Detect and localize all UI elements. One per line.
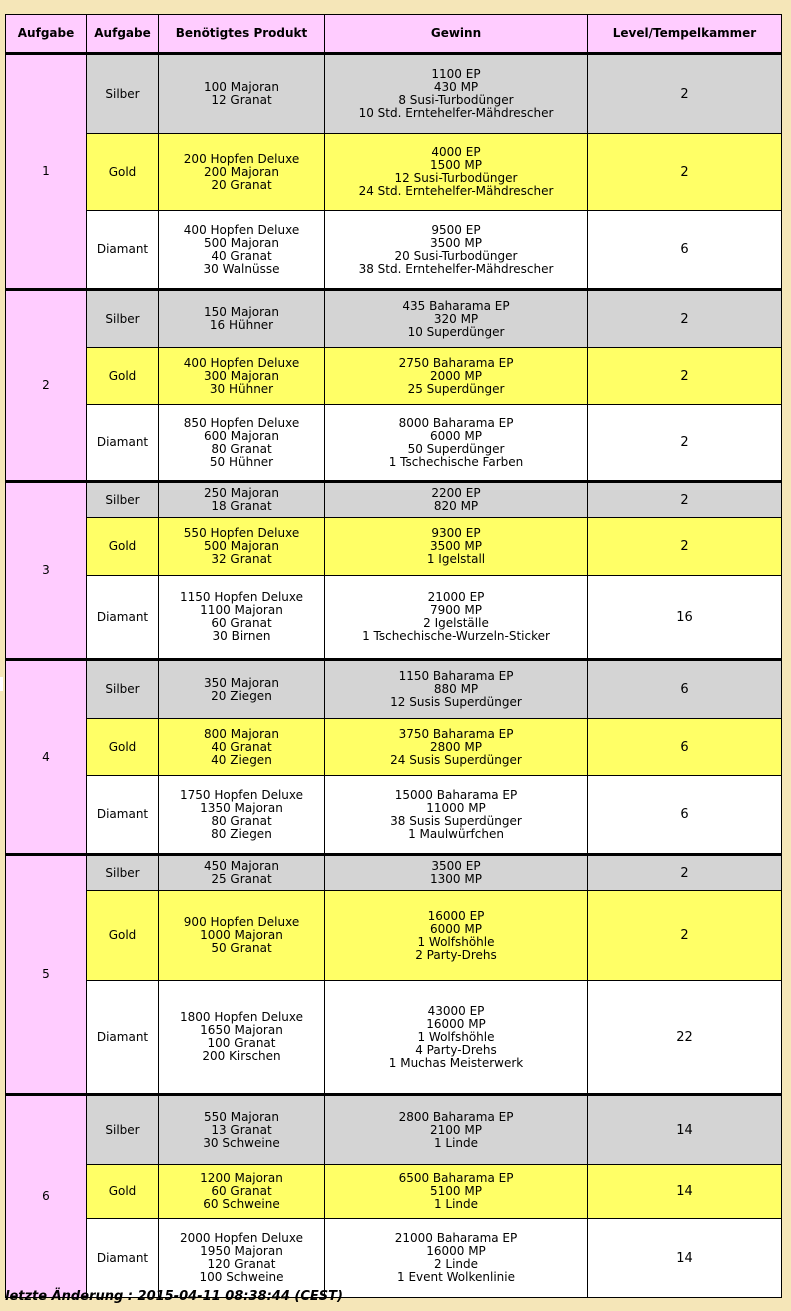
product-line: 12 Granat [211,93,272,107]
product-line: 1650 Majoran [200,1023,283,1037]
header-reward: Gewinn [325,15,588,54]
level-value: 2 [588,855,782,891]
reward-line: 1 Wolfshöhle [417,1029,495,1044]
table-row [6,134,782,211]
reward-cell [325,891,588,981]
table-body [6,54,782,1298]
tier-label: Silber [87,660,159,719]
task-number: 1 [6,54,87,290]
header-aufgabe-tier: Aufgabe [87,15,159,54]
required-product-cell [159,348,325,405]
tier-label: Silber [87,1095,159,1165]
reward-line: 4000 EP [431,145,481,159]
table-row [6,660,782,719]
product-line: 2000 Hopfen Deluxe [179,1231,304,1245]
reward-line: 430 MP [433,80,479,94]
product-line: 200 Kirschen [202,1049,281,1063]
reward-line: 1300 MP [430,872,482,886]
task-number: 4 [6,660,87,855]
product-line: 1350 Majoran [200,800,283,815]
product-line: 60 Granat [211,616,272,630]
product-line: 1200 Majoran [200,1171,283,1185]
level-value: 2 [588,134,782,211]
required-product-cell [159,1095,325,1165]
product-line: 250 Majoran [204,486,279,500]
reward-line: 880 MP [433,682,479,696]
product-line: 40 Ziegen [211,752,272,767]
product-line: 400 Hopfen Deluxe [183,355,300,370]
product-line: 200 Hopfen Deluxe [183,151,300,166]
reward-line: 9500 EP [431,222,481,237]
reward-line: 16000 MP [426,1244,486,1258]
product-line: 80 Ziegen [211,826,272,841]
level-value: 6 [588,776,782,855]
product-line: 60 Granat [211,1184,272,1198]
reward-cell [325,1095,588,1165]
reward-line: 2000 MP [430,368,482,383]
product-line: 1800 Hopfen Deluxe [179,1010,304,1024]
reward-line: 20 Susi-Turbodünger [394,248,518,263]
level-value: 14 [588,1095,782,1165]
table-row [6,776,782,855]
reward-cell [325,348,588,405]
reward-line: 435 Baharama EP [402,298,510,313]
header-row [6,15,782,54]
reward-line: 24 Susis Superdünger [390,752,522,767]
reward-cell [325,518,588,576]
required-product-cell [159,518,325,576]
header-required-product: Benötigtes Produkt [159,15,325,54]
tier-label: Gold [87,891,159,981]
reward-cell [325,1219,588,1298]
product-line: 100 Schweine [199,1270,284,1284]
tier-label: Gold [87,134,159,211]
reward-line: 10 Std. Erntehelfer-Mähdrescher [358,106,554,120]
product-line: 60 Schweine [203,1197,280,1211]
product-line: 100 Granat [207,1036,276,1050]
reward-line: 12 Susis Superdünger [390,695,522,709]
reward-table [5,14,782,1298]
product-line: 32 Granat [211,552,272,566]
required-product-cell [159,482,325,518]
tier-label: Silber [87,855,159,891]
product-line: 550 Majoran [204,1109,279,1124]
required-product-cell [159,855,325,891]
reward-line: 9300 EP [431,526,481,540]
product-line: 40 Granat [211,248,272,263]
product-line: 450 Majoran [204,859,279,873]
reward-cell [325,576,588,660]
reward-line: 1150 Baharama EP [398,669,514,683]
tier-label: Gold [87,348,159,405]
reward-line: 1 Wolfshöhle [417,934,495,949]
level-value: 6 [588,211,782,290]
product-line: 300 Majoran [204,368,279,383]
product-line: 600 Majoran [204,428,279,443]
table-row [6,1095,782,1165]
task-number: 5 [6,855,87,1095]
reward-line: 5100 MP [430,1184,482,1198]
reward-line: 2750 Baharama EP [398,355,514,370]
reward-line: 1 Linde [433,1135,479,1150]
reward-line: 7900 MP [430,603,482,617]
reward-line: 320 MP [433,311,479,326]
required-product-cell [159,54,325,134]
level-value: 22 [588,981,782,1095]
product-line: 30 Walnüsse [203,261,280,276]
tier-label: Diamant [87,776,159,855]
product-line: 100 Majoran [204,80,279,94]
reward-line: 6000 MP [430,921,482,936]
reward-line: 12 Susi-Turbodünger [394,171,518,185]
reward-line: 38 Std. Erntehelfer-Mähdrescher [358,261,554,276]
reward-line: 16000 EP [427,908,485,923]
table-row [6,576,782,660]
tier-label: Silber [87,482,159,518]
reward-line: 1 Maulwürfchen [408,826,504,841]
table-row [6,54,782,134]
product-line: 25 Granat [211,872,272,886]
level-value: 2 [588,348,782,405]
product-line: 30 Hühner [209,381,274,396]
reward-line: 2 Linde [433,1257,479,1271]
product-line: 1100 Majoran [200,603,283,617]
required-product-cell [159,1219,325,1298]
product-line: 80 Granat [211,813,272,828]
product-line: 1150 Hopfen Deluxe [179,590,304,604]
required-product-cell [159,1165,325,1219]
product-line: 500 Majoran [204,235,279,250]
reward-line: 6500 Baharama EP [398,1171,514,1185]
reward-line: 10 Superdünger [407,324,505,339]
task-number: 3 [6,482,87,660]
product-line: 50 Hühner [209,454,274,469]
required-product-cell [159,981,325,1095]
product-line: 20 Granat [211,177,272,192]
tier-label: Diamant [87,981,159,1095]
level-value: 6 [588,719,782,776]
reward-cell [325,855,588,891]
reward-line: 8000 Baharama EP [398,415,514,430]
reward-cell [325,660,588,719]
reward-line: 1 Tschechische Farben [388,454,524,469]
product-line: 500 Majoran [204,539,279,553]
product-line: 400 Hopfen Deluxe [183,222,300,237]
product-line: 850 Hopfen Deluxe [183,415,300,430]
reward-line: 43000 EP [427,1003,485,1018]
required-product-cell [159,719,325,776]
reward-cell [325,719,588,776]
reward-cell [325,290,588,348]
level-value: 2 [588,482,782,518]
reward-cell [325,211,588,290]
product-line: 30 Birnen [212,629,271,643]
table-row [6,891,782,981]
level-value: 2 [588,54,782,134]
tier-label: Gold [87,719,159,776]
reward-line: 24 Std. Erntehelfer-Mähdrescher [358,184,554,198]
tier-label: Diamant [87,211,159,290]
header-aufgabe-number: Aufgabe [6,15,87,54]
reward-line: 6000 MP [430,428,482,443]
tier-label: Gold [87,518,159,576]
tier-label: Diamant [87,576,159,660]
reward-line: 1 Event Wolkenlinie [397,1270,515,1284]
tier-label: Silber [87,54,159,134]
last-modified-footer: letzte Änderung : 2015-04-11 08:38:44 (CEST) [5,1289,343,1304]
reward-line: 4 Party-Drehs [415,1042,497,1057]
reward-line: 15000 Baharama EP [394,787,518,802]
product-line: 150 Majoran [204,305,279,319]
product-line: 200 Majoran [204,164,279,179]
product-line: 1000 Majoran [200,928,283,942]
table-row [6,981,782,1095]
product-line: 80 Granat [211,441,272,456]
reward-line: 1 Linde [433,1197,479,1211]
product-line: 50 Granat [211,941,272,955]
reward-line: 2200 EP [431,486,481,500]
reward-line: 38 Susis Superdünger [390,813,522,828]
reward-line: 50 Superdünger [407,441,505,456]
product-line: 40 Granat [211,739,272,754]
table-row [6,405,782,482]
product-line: 30 Schweine [203,1135,280,1150]
required-product-cell [159,776,325,855]
required-product-cell [159,576,325,660]
level-value: 2 [588,518,782,576]
table-row [6,719,782,776]
reward-line: 1100 EP [431,67,481,81]
reward-line: 21000 EP [427,590,485,604]
reward-line: 1 Muchas Meisterwerk [388,1055,524,1070]
product-line: 350 Majoran [204,675,279,690]
reward-line: 820 MP [433,499,479,513]
required-product-cell [159,290,325,348]
tier-label: Diamant [87,405,159,482]
required-product-cell [159,134,325,211]
reward-line: 1 Igelstall [426,552,486,566]
required-product-cell [159,660,325,719]
table-row [6,1165,782,1219]
table-row [6,211,782,290]
level-value: 16 [588,576,782,660]
reward-line: 2800 MP [430,739,482,754]
reward-line: 2100 MP [430,1122,482,1137]
reward-cell [325,54,588,134]
header-level: Level/Tempelkammer [588,15,782,54]
reward-line: 2 Party-Drehs [415,947,497,962]
product-line: 1950 Majoran [200,1244,283,1258]
tier-label: Gold [87,1165,159,1219]
product-line: 550 Hopfen Deluxe [183,526,300,540]
tier-label: Silber [87,290,159,348]
product-line: 900 Hopfen Deluxe [183,915,300,929]
product-line: 800 Majoran [204,726,279,741]
level-value: 6 [588,660,782,719]
level-value: 2 [588,891,782,981]
reward-line: 8 Susi-Turbodünger [398,93,514,107]
reward-line: 1500 MP [430,158,482,172]
level-value: 14 [588,1219,782,1298]
product-line: 1750 Hopfen Deluxe [179,787,304,802]
table-row [6,855,782,891]
reward-cell [325,134,588,211]
reward-line: 1 Tschechische-Wurzeln-Sticker [362,629,550,643]
reward-line: 3500 EP [431,859,481,873]
product-line: 120 Granat [207,1257,276,1271]
level-value: 2 [588,405,782,482]
product-line: 13 Granat [211,1122,272,1137]
task-number: 6 [6,1095,87,1298]
reward-line: 3500 MP [430,539,482,553]
left-edge-mark [0,677,3,691]
table-row [6,290,782,348]
table-row [6,1219,782,1298]
reward-line: 2 Igelställe [423,616,489,630]
reward-cell [325,981,588,1095]
reward-line: 16000 MP [426,1016,486,1031]
reward-line: 3750 Baharama EP [398,726,514,741]
reward-cell [325,776,588,855]
required-product-cell [159,211,325,290]
reward-line: 25 Superdünger [407,381,505,396]
product-line: 16 Hühner [209,318,274,332]
tier-label: Diamant [87,1219,159,1298]
task-number: 2 [6,290,87,482]
table-row [6,348,782,405]
product-line: 20 Ziegen [211,688,272,703]
required-product-cell [159,405,325,482]
reward-cell [325,1165,588,1219]
reward-line: 2800 Baharama EP [398,1109,514,1124]
reward-cell [325,405,588,482]
product-line: 18 Granat [211,499,272,513]
reward-cell [325,482,588,518]
reward-line: 3500 MP [430,235,482,250]
table-wrapper [5,14,782,1298]
level-value: 2 [588,290,782,348]
reward-line: 11000 MP [426,800,486,815]
level-value: 14 [588,1165,782,1219]
table-row [6,518,782,576]
required-product-cell [159,891,325,981]
reward-line: 21000 Baharama EP [394,1231,518,1245]
table-row [6,482,782,518]
